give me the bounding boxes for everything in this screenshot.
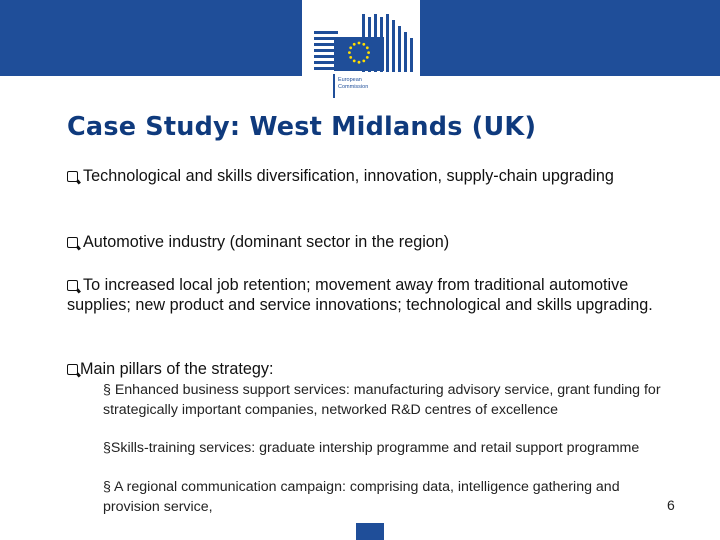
bullet-item: [67, 275, 667, 315]
bullet-text: Technological and skills diversification, innovation, supply-chain upgrading: [83, 167, 614, 185]
bullet-item: [67, 359, 667, 379]
sub-bullet-item: § A regional communication campaign: comprising data, intelligence gathering and provision service,: [103, 479, 620, 515]
bullet-item: [67, 166, 667, 186]
page-number: 6: [667, 497, 675, 513]
svg-text:European: European: [338, 77, 362, 83]
slide-title: Case Study: West Midlands (UK): [67, 112, 537, 142]
checkbox-bullet-icon: [67, 280, 78, 291]
checkbox-bullet-icon: [67, 237, 78, 248]
footer-bar: [356, 523, 384, 540]
checkbox-bullet-icon: [67, 171, 78, 182]
sub-bullet-item: § Enhanced business support services: manufacturing advisory service, grant funding for strategically important companies, networked R&D centres of excellence: [103, 382, 661, 418]
bullet-text: To increased local job retention; movement away from traditional automotive supplies; new product and service innovations; technological and skills upgrading.: [67, 276, 653, 314]
bullet-text: Automotive industry (dominant sector in the region): [83, 233, 450, 251]
bullet-item: [67, 232, 667, 252]
svg-text:Commission: Commission: [338, 84, 369, 90]
checkbox-bullet-icon: [67, 364, 78, 375]
sub-bullet-item: §Skills-training services: graduate intership programme and retail support programme: [103, 440, 640, 456]
bullet-text: Main pillars of the strategy:: [80, 360, 274, 378]
european-commission-logo: [302, 0, 420, 100]
